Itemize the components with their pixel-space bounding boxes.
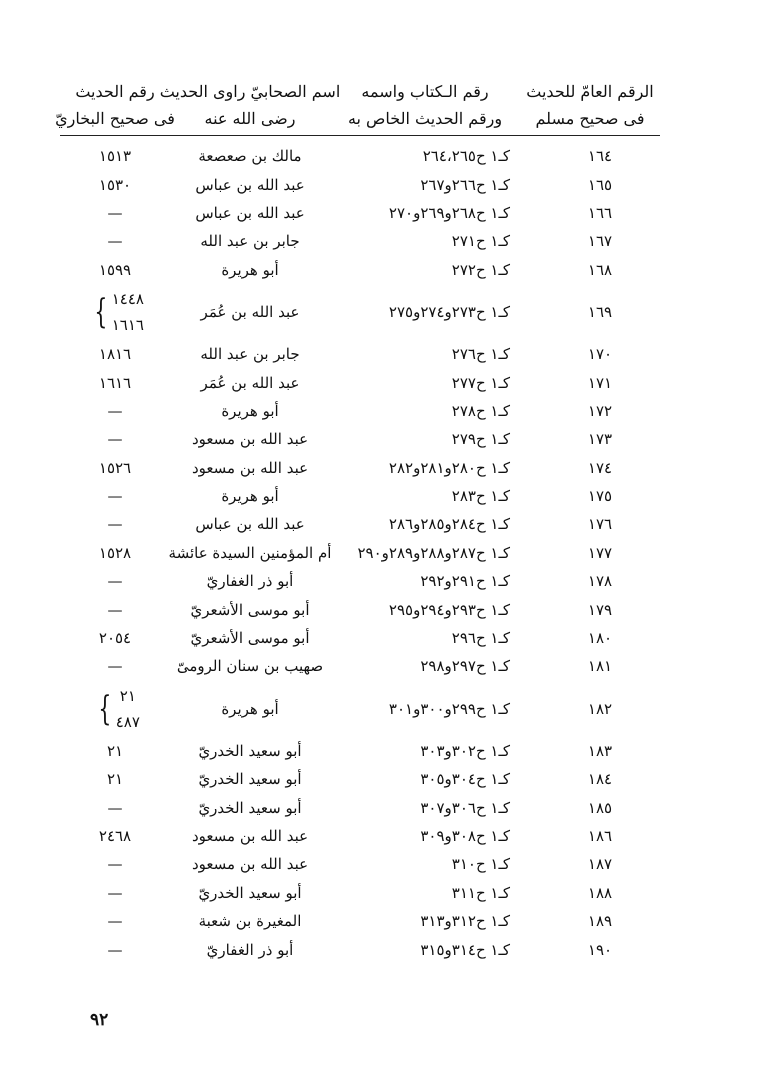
row-bukhari-number: [60, 204, 170, 222]
table-row: [60, 368, 660, 396]
row-companion-name: عبد الله بن مسعود: [191, 827, 309, 845]
row-hadith-number: ١٧٢: [587, 401, 613, 420]
table-row: [60, 142, 660, 170]
table-row: [60, 510, 660, 538]
row-book-reference: كـ١ ح٢٨٣: [451, 487, 510, 506]
row-hadith-number: ١٧٦: [587, 515, 613, 534]
table-row: [60, 879, 660, 907]
row-book-reference: كـ١ ح٢٧٦: [451, 345, 510, 364]
row-book-reference: كـ١ ح٣١٢و٣١٣: [420, 912, 510, 931]
table-row: [60, 199, 660, 227]
table-row: [60, 850, 660, 878]
header-book-line-2: ورقم الحديث الخاص به: [347, 109, 503, 128]
row-bukhari-number: [60, 176, 170, 194]
row-companion-name: جابر بن عبد الله: [200, 232, 300, 251]
row-companion-name: أبو موسى الأشعريّ: [190, 629, 310, 648]
bukhari-value: ١٦١٦: [111, 315, 144, 334]
row-hadith-number: ١٨٢: [587, 699, 613, 718]
bukhari-value: ٤٨٧: [115, 712, 140, 731]
bukhari-value: ١٨١٦: [98, 345, 132, 364]
row-companion-name: عبد الله بن عباس: [195, 515, 305, 534]
bukhari-value: ١٤٤٨: [111, 289, 144, 308]
row-hadith-number: ١٨٧: [587, 855, 613, 874]
table-row: [60, 595, 660, 623]
row-book-reference: كـ١ ح٢٨٧و٢٨٨و٢٨٩و٢٩٠: [357, 543, 510, 562]
row-book-reference: كـ١ ح٣٠٦و٣٠٧: [420, 798, 510, 817]
row-book-reference: كـ١ ح٢٦٨و٢٦٩و٢٧٠: [388, 203, 510, 222]
row-bukhari-number: [60, 601, 170, 619]
table-row: [60, 256, 660, 284]
header-divider: [60, 135, 660, 136]
table-row: [60, 170, 660, 198]
table-row: [60, 652, 660, 680]
row-hadith-number: ١٩٠: [587, 940, 613, 959]
table-row: [60, 425, 660, 453]
bukhari-value: —: [107, 572, 123, 591]
row-bukhari-number: [60, 912, 170, 930]
row-bukhari-number: [60, 827, 170, 845]
header-hadith-number: [520, 78, 660, 138]
row-hadith-number: ١٧٨: [587, 572, 613, 591]
bukhari-value: ٢١: [106, 741, 124, 760]
header-book-number: [330, 78, 520, 138]
row-companion-name: أم المؤمنين السيدة عائشة: [168, 543, 332, 562]
row-book-reference: كـ١ ح٣٠٨و٣٠٩: [420, 827, 510, 845]
row-bukhari-number: [60, 286, 170, 338]
row-hadith-number: ١٨٤: [587, 770, 613, 789]
row-book-reference: كـ١ ح٣١٠: [451, 855, 510, 874]
row-companion-name: عبد الله بن مسعود: [191, 855, 309, 874]
row-bukhari-number: [60, 459, 170, 477]
row-hadith-number: ١٨٥: [587, 798, 613, 817]
row-bukhari-number: [60, 261, 170, 279]
bukhari-stack: [116, 683, 140, 735]
bukhari-value: —: [107, 600, 123, 619]
row-companion-name: عبد الله بن مسعود: [191, 430, 309, 449]
row-book-reference: كـ١ ح٢٩٣و٢٩٤و٢٩٥: [388, 600, 510, 619]
row-book-reference: كـ١ ح٢٩٩و٣٠٠و٣٠١: [388, 699, 510, 718]
row-bukhari-number: [60, 232, 170, 250]
row-companion-name: أبو هريرة: [221, 260, 279, 279]
row-companion-name: عبد الله بن مسعود: [191, 458, 309, 477]
bukhari-value: —: [107, 430, 123, 449]
bukhari-value: ٢١: [119, 686, 136, 705]
row-hadith-number: ١٧٩: [587, 600, 613, 619]
row-companion-name: عبد الله بن عباس: [195, 203, 305, 222]
row-companion-name: أبو سعيد الخدريّ: [198, 770, 302, 789]
row-companion-name: مالك بن صعصعة: [198, 147, 302, 166]
bukhari-value: ٢٤٦٨: [98, 827, 132, 845]
row-book-reference: كـ١ ح٢٩١و٢٩٢: [420, 572, 510, 591]
bukhari-value: ١٥٣٠: [98, 175, 132, 194]
header-number-line-2: فى صحيح مسلم: [535, 109, 645, 128]
header-companion-line-1: اسم الصحابيّ راوى الحديث: [159, 82, 341, 101]
table-row: [60, 907, 660, 935]
row-companion-name: جابر بن عبد الله: [200, 345, 300, 364]
row-book-reference: كـ١ ح٢٧٨: [451, 401, 510, 420]
bukhari-value: ١٦١٦: [98, 373, 132, 392]
row-companion-name: عبد الله بن عُمَر: [200, 373, 300, 392]
row-companion-name: أبو ذر الغفاريّ: [206, 940, 294, 959]
row-hadith-number: ١٧١: [587, 373, 613, 392]
table-row: [60, 454, 660, 482]
table-row: [60, 737, 660, 765]
row-companion-name: عبد الله بن عباس: [195, 175, 305, 194]
table-row: [60, 624, 660, 652]
row-bukhari-number: [60, 770, 170, 788]
row-bukhari-number: [60, 742, 170, 760]
row-bukhari-number: [60, 855, 170, 873]
table-row: [60, 567, 660, 595]
table-row: [60, 935, 660, 963]
row-bukhari-number: [60, 147, 170, 165]
row-bukhari-number: [60, 572, 170, 590]
row-book-reference: كـ١ ح٢٩٧و٢٩٨: [420, 657, 510, 676]
table-row: [60, 482, 660, 510]
row-book-reference: كـ١ ح٣٠٢و٣٠٣: [420, 741, 510, 760]
row-companion-name: أبو سعيد الخدريّ: [198, 741, 302, 760]
row-book-reference: كـ١ ح٢٧٧: [451, 373, 510, 392]
row-book-reference: كـ١ ح٢٧٩: [451, 430, 510, 449]
row-book-reference: كـ١ ح٢٦٦و٢٦٧: [420, 175, 510, 194]
bukhari-value: —: [107, 940, 123, 959]
row-hadith-number: ١٨٠: [587, 629, 613, 648]
row-hadith-number: ١٨٨: [587, 883, 613, 902]
row-book-reference: كـ١ ح٣١١: [451, 883, 510, 902]
row-hadith-number: ١٦٥: [587, 175, 613, 194]
row-hadith-number: ١٨١: [587, 657, 613, 676]
header-bukhari-line-2: فى صحيح البخاريّ: [55, 109, 175, 128]
table-row: [60, 681, 660, 737]
table-row: [60, 340, 660, 368]
bukhari-value: ١٥٩٩: [98, 260, 132, 279]
table-row: [60, 397, 660, 425]
row-book-reference: كـ١ ح٢٦٤،٢٦٥: [422, 147, 510, 166]
row-hadith-number: ١٨٩: [587, 912, 613, 931]
brace-glyph: }: [94, 291, 108, 332]
row-companion-name: أبو سعيد الخدريّ: [198, 883, 302, 902]
row-companion-name: أبو هريرة: [221, 401, 279, 420]
row-companion-name: أبو هريرة: [221, 699, 279, 718]
bukhari-multi: [90, 683, 140, 735]
row-book-reference: كـ١ ح٢٨٤و٢٨٥و٢٨٦: [388, 515, 510, 534]
row-bukhari-number: [60, 515, 170, 533]
table-row: [60, 822, 660, 850]
row-bukhari-number: [60, 430, 170, 448]
row-hadith-number: ١٧٥: [587, 487, 613, 506]
row-hadith-number: ١٧٤: [587, 458, 613, 477]
row-hadith-number: ١٧٧: [587, 543, 613, 562]
row-hadith-number: ١٦٧: [587, 232, 613, 251]
row-companion-name: المغيرة بن شعبة: [198, 912, 302, 931]
row-bukhari-number: [60, 799, 170, 817]
row-companion-name: أبو ذر الغفاريّ: [206, 572, 294, 591]
row-companion-name: صهيب بن سنان الرومىّ: [176, 657, 324, 676]
bukhari-multi: [86, 286, 144, 338]
bukhari-stack: [112, 286, 144, 338]
row-bukhari-number: [60, 487, 170, 505]
bukhari-value: —: [107, 487, 123, 506]
row-companion-name: أبو سعيد الخدريّ: [198, 798, 302, 817]
header-bukhari-line-1: رقم الحديث: [75, 82, 155, 101]
bukhari-value: —: [107, 912, 123, 931]
brace-glyph: }: [98, 688, 112, 729]
bukhari-value: —: [107, 203, 123, 222]
row-bukhari-number: [60, 683, 170, 735]
bukhari-value: ٢٠٥٤: [98, 629, 132, 648]
page-number: ٩٢: [90, 1010, 109, 1030]
row-bukhari-number: [60, 544, 170, 562]
row-hadith-number: ١٨٦: [587, 827, 613, 845]
row-hadith-number: ١٧٣: [587, 430, 613, 449]
bukhari-value: ١٥١٣: [98, 147, 132, 166]
header-bukhari-number: [55, 78, 175, 138]
row-bukhari-number: [60, 657, 170, 675]
row-hadith-number: ١٦٩: [587, 302, 613, 321]
row-companion-name: أبو هريرة: [221, 487, 279, 506]
row-book-reference: كـ١ ح٣١٤و٣١٥: [420, 940, 510, 959]
row-book-reference: كـ١ ح٢٧٢: [451, 260, 510, 279]
header-book-line-1: رقم الـكتاب واسمه: [361, 82, 489, 101]
header-companion-line-2: رضى الله عنه: [204, 109, 296, 128]
header-number-line-1: الرقم العامّ للحديث: [526, 82, 654, 101]
table-body: [60, 142, 660, 964]
bukhari-value: ١٥٢٨: [98, 543, 132, 562]
row-hadith-number: ١٦٨: [587, 260, 613, 279]
row-companion-name: عبد الله بن عُمَر: [200, 302, 300, 321]
row-hadith-number: ١٦٦: [587, 203, 613, 222]
row-bukhari-number: [60, 629, 170, 647]
header-companion-name: [159, 78, 341, 138]
table-row: [60, 539, 660, 567]
table-row: [60, 793, 660, 821]
bukhari-value: —: [107, 515, 123, 534]
row-book-reference: كـ١ ح٢٧١: [451, 232, 510, 251]
row-hadith-number: ١٧٠: [587, 345, 613, 364]
bukhari-value: ١٥٢٦: [98, 458, 132, 477]
table-header: [55, 78, 660, 138]
row-companion-name: أبو موسى الأشعريّ: [190, 600, 310, 619]
bukhari-value: —: [107, 657, 123, 676]
row-bukhari-number: [60, 374, 170, 392]
bukhari-value: —: [107, 401, 123, 420]
bukhari-value: —: [107, 855, 123, 874]
row-bukhari-number: [60, 345, 170, 363]
bukhari-value: —: [107, 798, 123, 817]
row-book-reference: كـ١ ح٢٧٣و٢٧٤و٢٧٥: [388, 302, 510, 321]
bukhari-value: —: [107, 232, 123, 251]
bukhari-value: —: [107, 883, 123, 902]
row-hadith-number: ١٦٤: [587, 147, 613, 166]
row-hadith-number: ١٨٣: [587, 741, 613, 760]
row-bukhari-number: [60, 402, 170, 420]
row-book-reference: كـ١ ح٢٩٦: [451, 629, 510, 648]
row-book-reference: كـ١ ح٢٨٠و٢٨١و٢٨٢: [388, 458, 510, 477]
row-book-reference: كـ١ ح٣٠٤و٣٠٥: [420, 770, 510, 789]
bukhari-value: ٢١: [106, 770, 124, 789]
table-row: [60, 284, 660, 340]
row-bukhari-number: [60, 884, 170, 902]
table-row: [60, 765, 660, 793]
row-bukhari-number: [60, 941, 170, 959]
table-row: [60, 227, 660, 255]
